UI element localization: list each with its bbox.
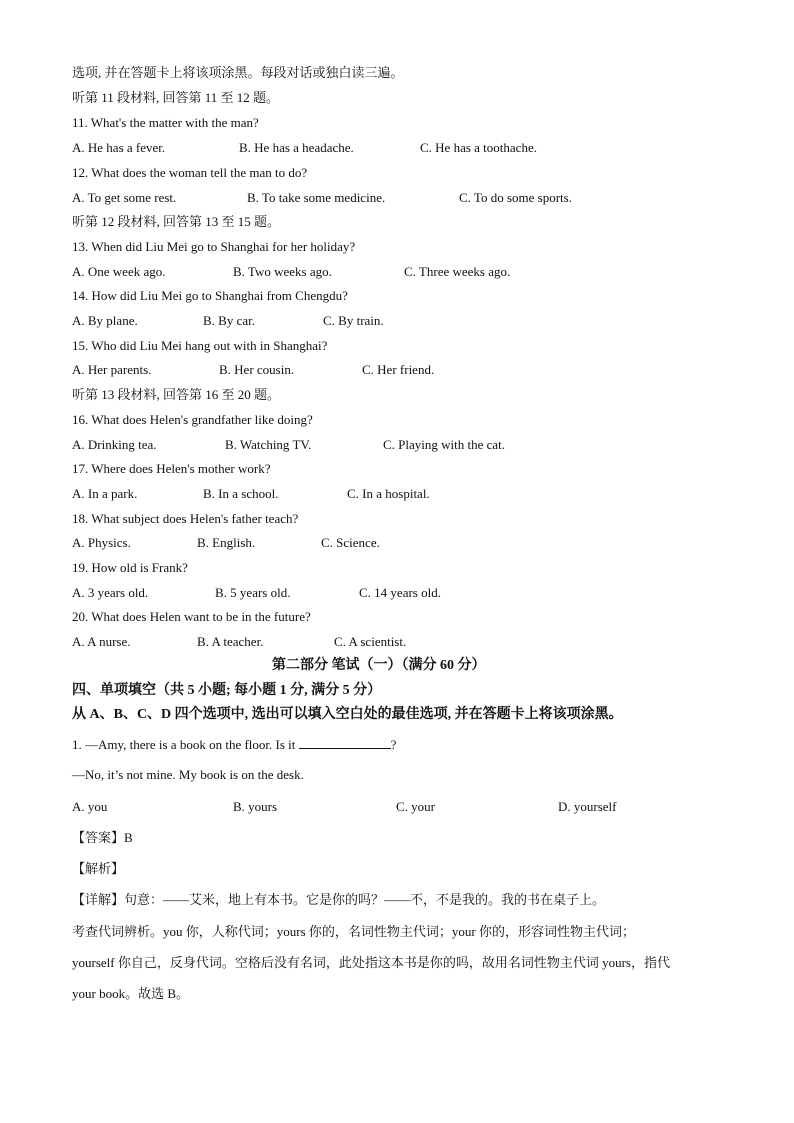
option-b: B. By car. — [203, 313, 255, 328]
question-reply: —No, it’s not mine. My book is on the desk. — [72, 767, 304, 782]
option-c: C. your — [396, 799, 435, 814]
option-c: C. Science. — [321, 535, 380, 550]
section-instruction: 听第 11 段材料, 回答第 11 至 12 题。 — [72, 90, 280, 105]
answer-blank — [299, 736, 391, 749]
section-instruction: 听第 13 段材料, 回答第 16 至 20 题。 — [72, 387, 281, 402]
section-instruction: 听第 12 段材料, 回答第 13 至 15 题。 — [72, 214, 281, 229]
option-c: C. By train. — [323, 313, 384, 328]
question-text: 16. What does Helen's grandfather like doing? — [72, 412, 313, 427]
option-c: C. In a hospital. — [347, 486, 430, 501]
option-a: A. Her parents. — [72, 362, 152, 377]
option-b: B. Watching TV. — [225, 437, 312, 452]
section-instruction: 从 A、B、C、D 四个选项中, 选出可以填入空白处的最佳选项, 并在答题卡上将该项涂黑。 — [72, 707, 623, 722]
answer-label: 【答案】 — [72, 830, 125, 845]
question-text: 20. What does Helen want to be in the future? — [72, 609, 311, 624]
option-d: D. yourself — [558, 799, 617, 814]
question-text: 18. What subject does Helen's father teach? — [72, 511, 299, 526]
option-b: B. In a school. — [203, 486, 279, 501]
answer-value: B — [124, 830, 133, 845]
question-text: 14. How did Liu Mei go to Shanghai from Chengdu? — [72, 288, 348, 303]
section-title: 四、单项填空（共 5 小题; 每小题 1 分, 满分 5 分） — [72, 683, 382, 698]
analysis-label: 【解析】 — [72, 861, 125, 876]
option-a: A. 3 years old. — [72, 585, 149, 600]
option-b: B. To take some medicine. — [247, 190, 386, 205]
option-c: C. To do some sports. — [459, 190, 572, 205]
option-c: C. He has a toothache. — [420, 140, 537, 155]
prompt-after: ? — [390, 737, 397, 752]
option-a: A. you — [72, 799, 108, 814]
explanation-line: yourself 你自己，反身代词。空格后没有名词，此处指这本书是你的吗，故用名词性物主代词 yours，指代 — [72, 955, 670, 970]
question-text: 17. Where does Helen's mother work? — [72, 461, 271, 476]
option-c: C. Her friend. — [362, 362, 435, 377]
option-c: C. Three weeks ago. — [404, 264, 511, 279]
option-a: A. A nurse. — [72, 634, 131, 649]
option-b: B. Two weeks ago. — [233, 264, 332, 279]
option-b: B. yours — [233, 799, 278, 814]
question-text: 19. How old is Frank? — [72, 560, 188, 575]
option-a: A. One week ago. — [72, 264, 166, 279]
option-b: B. He has a headache. — [239, 140, 354, 155]
option-a: A. In a park. — [72, 486, 138, 501]
option-b: B. Her cousin. — [219, 362, 295, 377]
option-a: A. He has a fever. — [72, 140, 166, 155]
option-b: B. 5 years old. — [215, 585, 291, 600]
question-text: 13. When did Liu Mei go to Shanghai for her holiday? — [72, 239, 356, 254]
answer-line — [72, 830, 133, 846]
option-a: A. By plane. — [72, 313, 138, 328]
option-a: A. Drinking tea. — [72, 437, 157, 452]
option-c: C. Playing with the cat. — [383, 437, 506, 452]
explanation-line: 考查代词辨析。you 你，人称代词；yours 你的，名词性物主代词；your 你的，形容词性物主代词； — [72, 924, 635, 939]
explanation-line: your book。故选 B。 — [72, 986, 190, 1001]
detail-line: 【详解】句意：——艾米，地上有本书。它是你的吗？——不，不是我的。我的书在桌子上。 — [72, 892, 606, 907]
option-a: A. Physics. — [72, 535, 131, 550]
question-text: 12. What does the woman tell the man to do? — [72, 165, 308, 180]
option-b: B. A teacher. — [197, 634, 264, 649]
question-text: 11. What's the matter with the man? — [72, 115, 259, 130]
question-text: 15. Who did Liu Mei hang out with in Shanghai? — [72, 338, 328, 353]
option-c: C. 14 years old. — [359, 585, 441, 600]
prompt-before: 1. —Amy, there is a book on the floor. Is it — [72, 737, 299, 752]
part-title: 第二部分 笔试（一）（满分 60 分） — [272, 658, 486, 673]
listening-intro: 选项, 并在答题卡上将该项涂黑。每段对话或独白读三遍。 — [72, 65, 404, 80]
option-c: C. A scientist. — [334, 634, 407, 649]
option-b: B. English. — [197, 535, 256, 550]
question-prompt — [72, 736, 396, 753]
option-a: A. To get some rest. — [72, 190, 177, 205]
